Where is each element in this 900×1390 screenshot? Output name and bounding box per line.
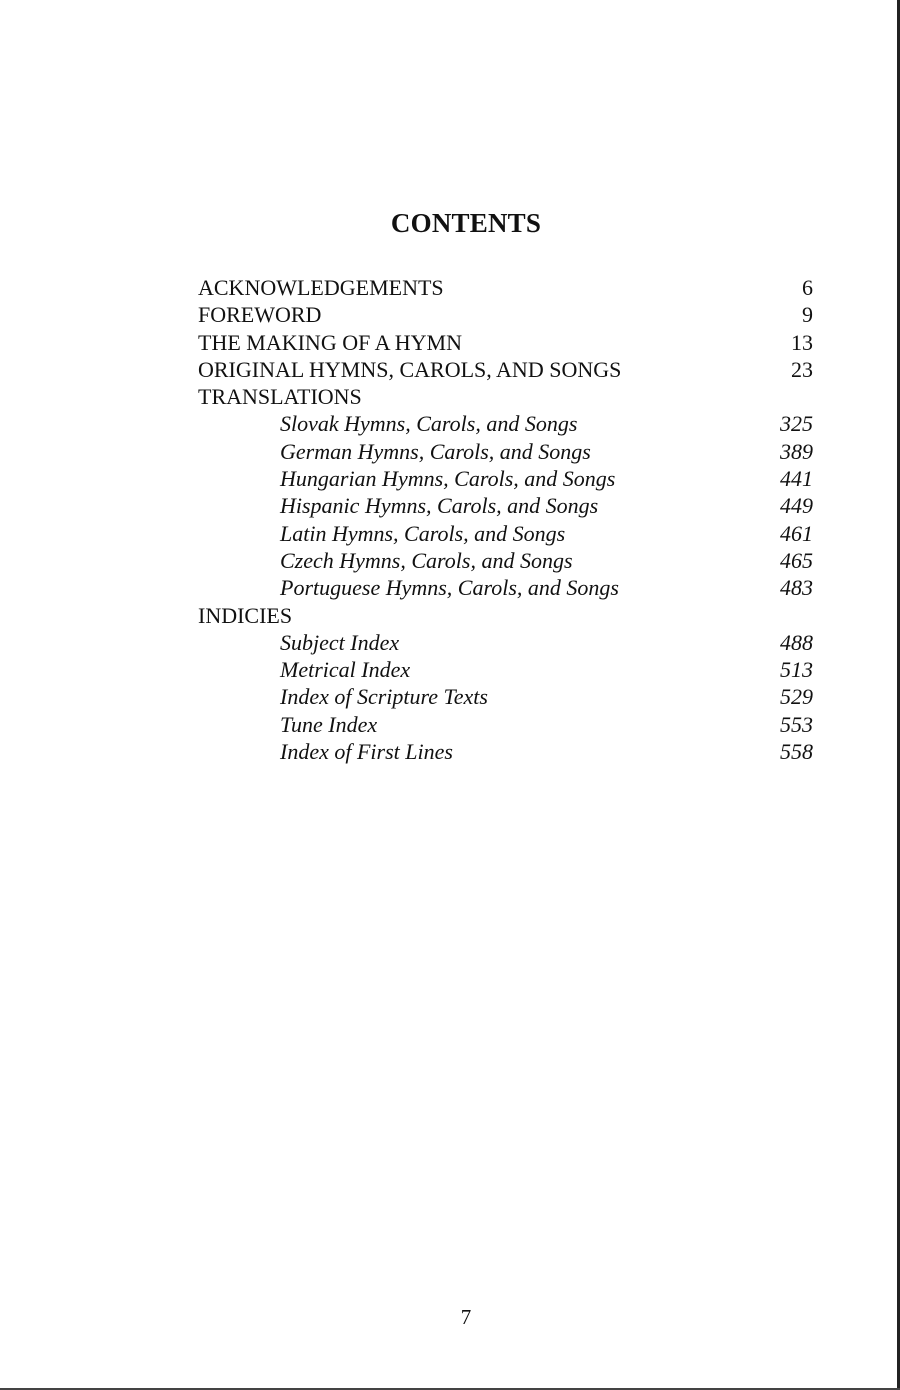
toc-entry-label: Index of Scripture Texts [280, 684, 488, 710]
toc-entry-page: 23 [791, 356, 813, 382]
toc-entry-page: 325 [780, 411, 813, 437]
toc-entry-label: Metrical Index [280, 657, 411, 683]
toc-entry-acknowledgements [198, 274, 813, 301]
toc-entry-label: Index of First Lines [280, 739, 453, 765]
toc-entry-label: ACKNOWLEDGEMENTS [198, 275, 444, 300]
toc-entry-label: Hungarian Hymns, Carols, and Songs [280, 466, 616, 492]
toc-entry-page: 9 [802, 302, 813, 328]
toc-subentry-first-lines-index [198, 738, 813, 765]
toc-subentry-czech [198, 547, 813, 574]
toc-section-label: INDICIES [198, 602, 293, 628]
toc-entry-page: 449 [780, 493, 813, 519]
toc-entry-label: THE MAKING OF A HYMN [198, 329, 463, 355]
toc-subentry-metrical-index [198, 656, 813, 683]
toc-entry-page: 461 [780, 520, 813, 546]
toc-section-translations [198, 383, 813, 410]
toc-subentry-latin [198, 520, 813, 547]
page-title: CONTENTS [390, 208, 542, 238]
toc-entry-label: Tune Index [280, 711, 378, 737]
toc-section-indicies [198, 602, 813, 629]
toc-section-label: TRANSLATIONS [198, 384, 362, 410]
toc-entry-label: Hispanic Hymns, Carols, and Songs [280, 493, 599, 519]
toc-subentry-hungarian [198, 465, 813, 492]
toc-entry-page: 6 [802, 275, 813, 300]
toc-entry-making-of-a-hymn [198, 329, 813, 356]
toc-entry-label: Portuguese Hymns, Carols, and Songs [280, 575, 619, 601]
toc-entry-page: 558 [780, 739, 813, 765]
toc-subentry-portuguese [198, 574, 813, 601]
toc-entry-page: 553 [780, 711, 813, 737]
toc-entry-page: 441 [780, 466, 813, 492]
toc-entry-page: 529 [780, 684, 813, 710]
toc-subentry-german [198, 438, 813, 465]
toc-entry-label: Slovak Hymns, Carols, and Songs [280, 411, 578, 437]
toc-subentry-scripture-index [198, 683, 813, 710]
toc-entry-label: Subject Index [280, 629, 400, 655]
table-of-contents [198, 274, 813, 765]
toc-entry-page: 488 [780, 629, 813, 655]
toc-subentry-tune-index [198, 711, 813, 738]
toc-entry-original-hymns [198, 356, 813, 383]
toc-entry-page: 513 [780, 657, 813, 683]
toc-entry-label: ORIGINAL HYMNS, CAROLS, AND SONGS [198, 356, 622, 382]
page-number: 7 [460, 1305, 472, 1329]
toc-entry-label: Latin Hymns, Carols, and Songs [280, 520, 566, 546]
toc-subentry-hispanic [198, 492, 813, 519]
toc-subentry-slovak [198, 410, 813, 437]
toc-entry-page: 483 [780, 575, 813, 601]
toc-entry-label: German Hymns, Carols, and Songs [280, 438, 591, 464]
toc-entry-page: 13 [791, 329, 813, 355]
toc-entry-label: Czech Hymns, Carols, and Songs [280, 547, 573, 573]
toc-subentry-subject-index [198, 629, 813, 656]
toc-entry-label: FOREWORD [198, 302, 322, 328]
toc-entry-foreword [198, 301, 813, 328]
toc-entry-page: 465 [780, 547, 813, 573]
toc-entry-page: 389 [780, 438, 813, 464]
